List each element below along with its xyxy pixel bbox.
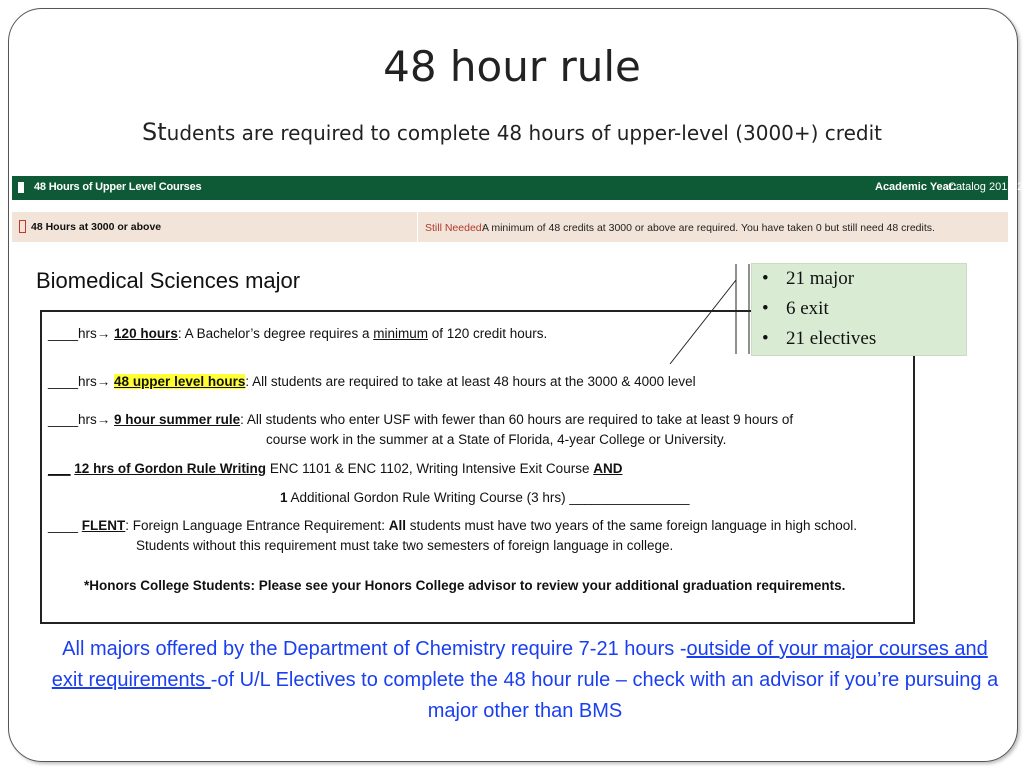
breakdown-item bbox=[762, 298, 829, 320]
subtitle-initial: St bbox=[142, 118, 167, 146]
subtitle-text: udents are required to complete 48 hours of upper-level (3000+) credit bbox=[166, 121, 882, 145]
audit-header-label: 48 Hours of Upper Level Courses bbox=[34, 181, 202, 193]
requirement-summer-rule-cont: course work in the summer at a State of Florida, 4-year College or University. bbox=[266, 432, 727, 447]
fill-in-line: ________________ bbox=[569, 490, 690, 505]
requirement-flent-cont: Students without this requirement must take two semesters of foreign language in college. bbox=[136, 538, 674, 553]
slide-title: 48 hour rule bbox=[383, 42, 641, 91]
breakdown-item bbox=[762, 328, 876, 350]
requirement-label: 48 Hours at 3000 or above bbox=[31, 221, 162, 233]
note-underlined: outside of your major courses and exit requirements bbox=[51, 638, 988, 691]
blank-line: ___ bbox=[48, 461, 71, 476]
req-text-end: of 120 credit hours. bbox=[427, 326, 548, 341]
bullet-icon: • bbox=[762, 298, 769, 319]
minimum-word: minimum bbox=[373, 326, 428, 341]
req-text: : A Bachelor’s degree requires a bbox=[177, 326, 374, 341]
req-text-end: students must have two years of the same foreign language in high school. bbox=[405, 518, 858, 533]
hours-breakdown-box bbox=[751, 263, 967, 356]
requirement-gordon-additional bbox=[280, 490, 690, 505]
req-key: 9 hour summer rule bbox=[114, 412, 241, 427]
bullet-icon: • bbox=[762, 328, 769, 349]
major-heading: Biomedical Sciences major bbox=[36, 268, 301, 293]
req-key: FLENT bbox=[81, 518, 126, 533]
req-key: 12 hrs of Gordon Rule Writing bbox=[74, 461, 267, 476]
req-text: Additional Gordon Rule Writing Course (3 hrs) bbox=[287, 490, 570, 505]
req-key-highlighted: 48 upper level hours bbox=[114, 374, 246, 389]
checkbox-icon bbox=[18, 182, 24, 193]
req-text: : Foreign Language Entrance Requirement: bbox=[125, 518, 389, 533]
catalog-value: Catalog 2013-2 bbox=[948, 181, 1024, 193]
requirement-120-hours bbox=[48, 326, 547, 341]
breakdown-text: 21 major bbox=[786, 268, 855, 289]
req-text: ENC 1101 & ENC 1102, Writing Intensive Exit Course bbox=[266, 461, 594, 476]
breakdown-item bbox=[762, 268, 854, 290]
requirement-row bbox=[12, 212, 1008, 242]
divider bbox=[417, 212, 418, 242]
academic-year-label: Academic Year: bbox=[875, 181, 957, 193]
req-key: 120 hours bbox=[114, 326, 178, 341]
unchecked-box-icon bbox=[19, 220, 26, 233]
still-needed-message: A minimum of 48 credits at 3000 or above are required. You have taken 0 but still need 48 credits. bbox=[482, 222, 935, 234]
bullet-icon: • bbox=[762, 268, 769, 289]
note-text-1: All majors offered by the Department of Chemistry require 7-21 hours - bbox=[62, 638, 687, 660]
requirements-box bbox=[40, 310, 915, 624]
audit-header-bar bbox=[12, 176, 1024, 200]
blank-line: ____hrs→ bbox=[48, 374, 115, 389]
requirement-flent bbox=[48, 518, 857, 533]
req-text: : All students who enter USF with fewer than 60 hours are required to take at least 9 hours of bbox=[240, 412, 794, 427]
honors-note: *Honors College Students: Please see your Honors College advisor to review your additional graduation requirements. bbox=[84, 578, 846, 593]
still-needed-label: Still Needed: bbox=[425, 222, 485, 234]
requirement-gordon-rule bbox=[48, 461, 622, 476]
breakdown-text: 21 electives bbox=[786, 328, 877, 349]
requirement-summer-rule bbox=[48, 412, 793, 427]
breakdown-text: 6 exit bbox=[786, 298, 829, 319]
req-text: : All students are required to take at least 48 hours at the 3000 & 4000 level bbox=[245, 374, 696, 389]
chemistry-note bbox=[50, 634, 1000, 727]
note-text-2: -of U/L Electives to complete the 48 hour rule – check with an advisor if you’re pursuing a major other than BMS bbox=[210, 669, 999, 722]
requirement-48-upper bbox=[48, 374, 696, 389]
and-word: AND bbox=[593, 461, 623, 476]
blank-line: ____ bbox=[48, 518, 82, 533]
all-word: All bbox=[388, 518, 406, 533]
blank-line: ____hrs→ bbox=[48, 412, 115, 427]
course-count: 1 bbox=[280, 490, 288, 505]
blank-line: ____hrs→ bbox=[48, 326, 115, 341]
slide-subtitle bbox=[0, 118, 1024, 146]
